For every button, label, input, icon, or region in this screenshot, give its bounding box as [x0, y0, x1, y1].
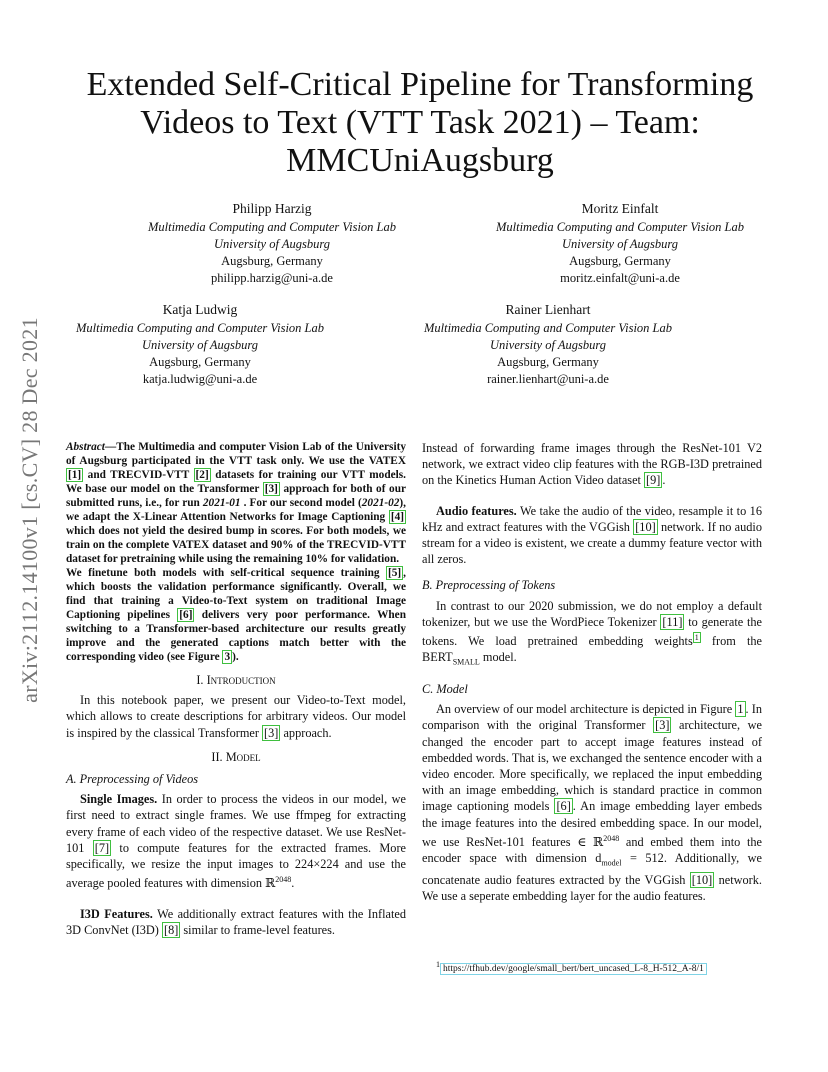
- section-heading-introduction: I. Introduction: [196, 673, 276, 687]
- author-card: [470, 200, 770, 287]
- author-name: Katja Ludwig: [162, 302, 238, 317]
- citation-link[interactable]: [8]: [163, 922, 179, 937]
- author-lab: Multimedia Computing and Computer Vision Lab: [75, 321, 325, 335]
- figure-link[interactable]: 3: [224, 651, 231, 663]
- author-email: moritz.einfalt@uni-a.de: [560, 271, 680, 285]
- abstract-label: Abstract: [66, 441, 105, 453]
- citation-link[interactable]: [4]: [390, 511, 404, 523]
- citation-link[interactable]: [10]: [635, 519, 656, 534]
- single-images-paragraph: Single Images. In order to process the videos in our model, we first need to extract single frames. We use ffmpeg for extracting every frame of each video of the respective dataset. We use ResNet-101 [7] to compute features for the extracted frames. More specifically, we resize the input images to 224×224 and use the average pooled features with dimension ℝ$^{2048}$.: [66, 792, 406, 891]
- author-email: philipp.harzig@uni-a.de: [211, 271, 333, 285]
- citation-link[interactable]: [1]: [68, 469, 82, 481]
- tokens-paragraph: In contrast to our 2020 submission, we do not employ a default tokenizer, but we use the WordPiece Tokenizer [11] to generate the tokens. We load pretrained embedding weights $^1$ from the $BERT_{SMALL}$ model.: [422, 598, 763, 667]
- citation-link[interactable]: [10]: [691, 872, 713, 887]
- arxiv-stamp-text: arXiv:2112.14100v1 [cs.CV] 28 Dec 2021: [17, 317, 42, 703]
- model-paragraph: An overview of our model architecture is depicted in Figure 1 . In comparison with the original Transformer [3] architecture, we changed the encoder part to accept image features instead of embedded words. That is, we exchanged the sentence encoder with a video encoder. More specifically, we replaced the input embedding with an image embedding, which is standard practice in common image captioning models [6] . An image embedding layer embeds the image features into the desired embedding space. In our model, we use ResNet-101 features ∈ ℝ$^{2048}$ and embed them into the encoder space with dimension $d_{model} = 512$. Additionally, we concatenate audio features extracted by the VGGish [10] network. We use a seperate embedding layer for the audio features.: [422, 702, 762, 903]
- author-location: Augsburg, Germany: [221, 254, 323, 268]
- author-location: Augsburg, Germany: [497, 355, 599, 369]
- run-id: 2021-02: [361, 497, 400, 509]
- citation-link[interactable]: [2]: [195, 469, 209, 481]
- author-location: Augsburg, Germany: [569, 254, 671, 268]
- right-column: [422, 440, 762, 904]
- author-lab: Multimedia Computing and Computer Vision Lab: [147, 220, 397, 234]
- subsection-heading: B. Preprocessing of Tokens: [422, 578, 556, 593]
- citation-link[interactable]: [11]: [662, 614, 683, 629]
- subsection-heading: A. Preprocessing of Videos: [66, 772, 199, 787]
- paper-title: Extended Self-Critical Pipeline for Transforming Videos to Text (VTT Task 2021) – Team: MMCUniAugsburg: [86, 66, 754, 179]
- author-location: Augsburg, Germany: [149, 355, 251, 369]
- citation-link[interactable]: [6]: [179, 609, 193, 621]
- footnote-mark: 1: [436, 960, 440, 969]
- figure-link[interactable]: 1: [737, 702, 744, 717]
- audio-paragraph: Audio features. We take the audio of the video, resample it to 16 kHz and extract features with the VGGish [10] network. If no audio stream for a video is existent, we create a dummy feature vector with all zeros.: [422, 503, 762, 567]
- author-card: [398, 301, 698, 388]
- left-column: [66, 440, 406, 938]
- citation-link[interactable]: [9]: [646, 473, 661, 488]
- author-email: rainer.lienhart@uni-a.de: [487, 372, 609, 386]
- author-university: University of Augsburg: [490, 338, 606, 352]
- author-lab: Multimedia Computing and Computer Vision Lab: [423, 321, 673, 335]
- author-name: Moritz Einfalt: [581, 201, 659, 216]
- author-university: University of Augsburg: [142, 338, 258, 352]
- footnote: [436, 960, 756, 974]
- citation-link[interactable]: [6]: [556, 799, 571, 814]
- author-card: [122, 200, 422, 287]
- author-university: University of Augsburg: [562, 237, 678, 251]
- subsection-heading: C. Model: [422, 681, 468, 696]
- abstract: Abstract—The Multimedia and computer Vision Lab of the University of Augsburg participated in the VTT task only. We use the VATEX [1] and TRECVID-VTT [2] datasets for training our VTT models. We base our model on the Transformer [3] approach for both of our submitted runs, i.e., for run 2021-01 . For our second model (2021-02), we adapt the X-Linear Attention Networks for Image Captioning [4] which does not yield the desired bump in scores. For both models, we train on the complete VATEX dataset and 90% of the TRECVID-VTT dataset for pretraining while using the remaining 10% for validation. We finetune both models with self-critical sequence training [5] , which boosts the validation performance significantly. Overall, we find that training a Video-to-Text system on traditional Image Captioning pipelines [6] delivers very poor performance. When switching to a Transformer-based architecture our results greatly improve and the generated captions match better with the corresponding video (see Figure 3 ).: [66, 441, 407, 663]
- intro-paragraph: In this notebook paper, we present our Video-to-Text model, which allows to create descriptions for arbitrary videos. Our model is inspired by the classical Transformer [3] approach.: [66, 693, 406, 740]
- author-card: [50, 301, 350, 388]
- citation-link[interactable]: [5]: [387, 567, 402, 579]
- author-university: University of Augsburg: [214, 237, 330, 251]
- arxiv-stamp: [8, 250, 52, 770]
- run-id: 2021-01: [202, 497, 241, 509]
- footnote-url-link[interactable]: https://tfhub.dev/google/small_bert/bert_uncased_L-8_H-512_A-8/1: [440, 963, 707, 975]
- footnote-link[interactable]: 1: [694, 633, 699, 643]
- citation-link[interactable]: [3]: [655, 718, 670, 733]
- citation-link[interactable]: [7]: [94, 840, 110, 855]
- section-heading-model: II. Model: [211, 749, 261, 764]
- author-name: Rainer Lienhart: [505, 302, 591, 317]
- citation-link[interactable]: [3]: [264, 725, 279, 740]
- i3d-paragraph: I3D Features. We additionally extract features with the Inflated 3D ConvNet (I3D) [8] similar to frame-level features.: [66, 906, 406, 937]
- author-lab: Multimedia Computing and Computer Vision Lab: [495, 220, 745, 234]
- citation-link[interactable]: [3]: [264, 483, 278, 495]
- author-email: katja.ludwig@uni-a.de: [142, 372, 258, 386]
- i3d-continuation: Instead of forwarding frame images through the ResNet-101 V2 network, we extract video clip features with the RGB-I3D pretrained on the Kinetics Human Action Video dataset [9] .: [422, 441, 762, 488]
- author-name: Philipp Harzig: [232, 201, 312, 216]
